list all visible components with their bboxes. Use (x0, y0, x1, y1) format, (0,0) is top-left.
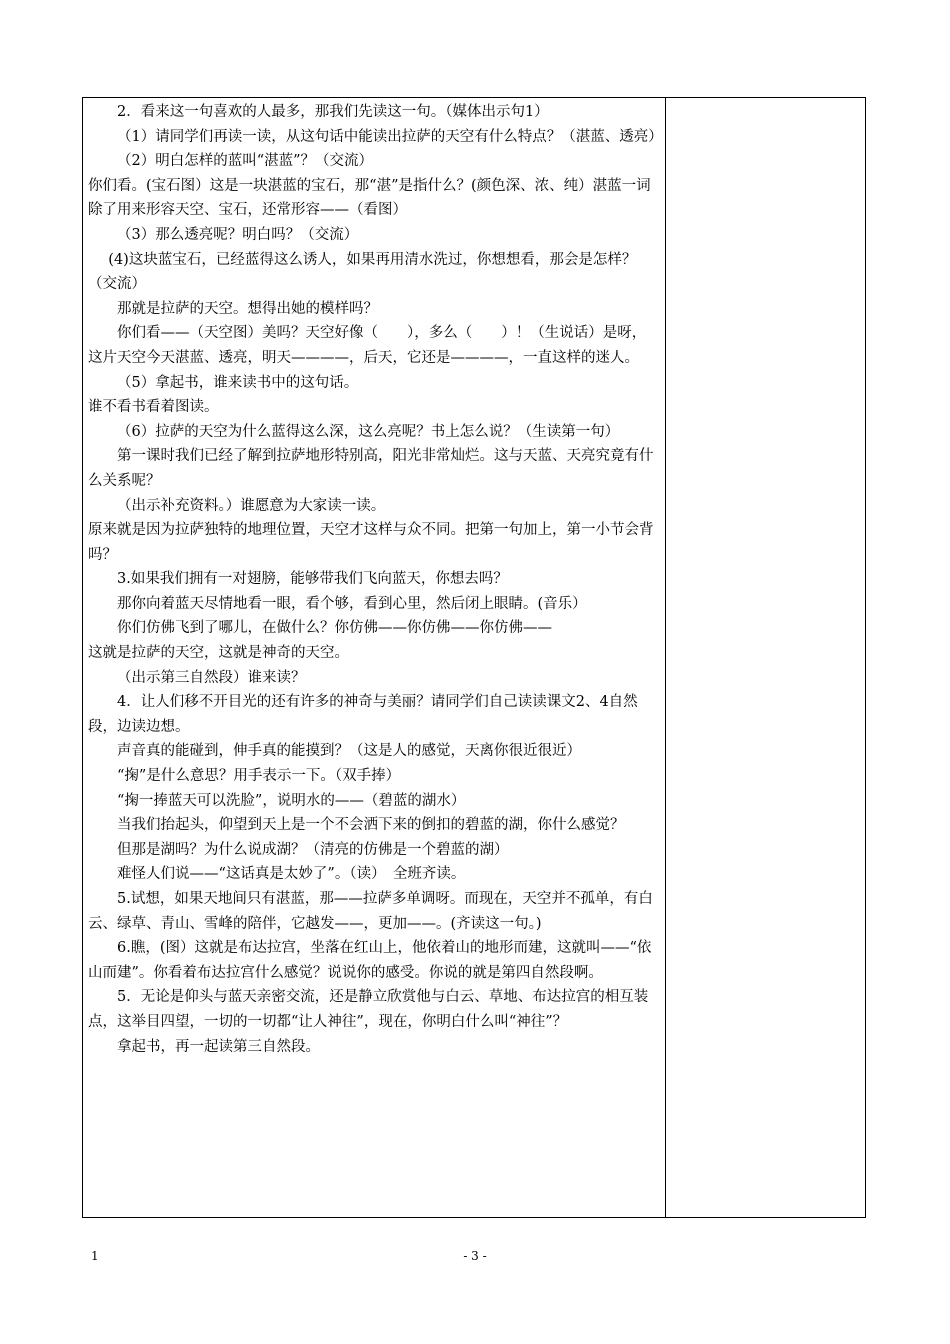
paragraph: 3.如果我们拥有一对翅膀，能够带我们飞向蓝天，你想去吗？ (117, 571, 508, 588)
lesson-content-cell (88, 100, 663, 1059)
paragraph: 当我们抬起头，仰望到天上是一个不会洒下来的倒扣的碧蓝的湖，你什么感觉？ (117, 817, 625, 834)
paragraph: 这就是拉萨的天空，这就是神奇的天空。 (88, 645, 349, 662)
page-number: - 3 - (463, 1249, 487, 1263)
paragraph: 那你向着蓝天尽情地看一眼，看个够，看到心里，然后闭上眼睛。(音乐） (117, 595, 587, 612)
paragraph: “掬”是什么意思？用手表示一下。（双手捧） (117, 768, 401, 785)
paragraph: 但那是湖吗？为什么说成湖？（清亮的仿佛是一个碧蓝的湖） (117, 841, 509, 858)
paragraph: 你们看。(宝石图）这是一块湛蓝的宝石，那“湛”是指什么？(颜色深、浓、纯）湛蓝一词除了用来形容天空、宝石，还常形容——（看图） (88, 177, 651, 219)
paragraph: （出示补充资料。）谁愿意为大家读一读。 (117, 497, 386, 514)
footer-left-number: 1 (91, 1249, 99, 1263)
paragraph: （5）拿起书，谁来读书中的这句话。 (117, 374, 359, 391)
paragraph: （1）请同学们再读一读，从这句话中能读出拉萨的天空有什么特点？（湛蓝、透亮） (117, 128, 663, 145)
paragraph: 第一课时我们已经了解到拉萨地形特别高，阳光非常灿烂。这与天蓝、天亮究竟有什么关系呢？ (88, 448, 654, 489)
lesson-table (82, 97, 866, 1218)
paragraph: 4．让人们移不开目光的还有许多的神奇与美丽？请同学们自己读读课文2、4自然段，边读边想。 (88, 694, 638, 735)
paragraph: （出示第三自然段）谁来读？ (117, 669, 306, 686)
paragraph: 原来就是因为拉萨独特的地理位置，天空才这样与众不同。把第一句加上，第一小节会背吗？ (88, 522, 654, 563)
paragraph: 难怪人们说——“这话真是太妙了”。（读） 全班齐读。 (117, 866, 466, 883)
paragraph: 5．无论是仰头与蓝天亲密交流，还是静立欣赏他与白云、草地、布达拉宫的相互装点，这举目四望，一切的一切都“让人神往”，现在，你明白什么叫“神往”？ (88, 989, 649, 1030)
paragraph: 6.瞧，(图）这就是布达拉宫，坐落在红山上，他依着山的地形而建，这就叫——“依山而建”。你看着布达拉宫什么感觉？说说你的感受。你说的就是第四自然段啊。 (88, 940, 652, 981)
paragraph: 你们看——（天空图）美吗？天空好像（ ），多么（ ）！（生说话）是呀，这片天空今天湛蓝、透亮，明天————，后天，它还是————，一直这样的迷人。 (88, 325, 647, 366)
paragraph: “掬一捧蓝天可以洗脸”，说明水的——（碧蓝的湖水） (117, 792, 466, 809)
paragraph: 那就是拉萨的天空。想得出她的模样吗？ (117, 300, 378, 317)
paragraph: 声音真的能碰到，伸手真的能摸到？（这是人的感觉，天离你很近很近） (117, 743, 581, 760)
paragraph: （2）明白怎样的蓝叫“湛蓝”？（交流） (117, 153, 374, 170)
paragraph: 拿起书，再一起读第三自然段。 (117, 1038, 320, 1055)
paragraph: （3）那么透亮呢？明白吗？（交流） (117, 226, 359, 243)
paragraph: 5.试想，如果天地间只有湛蓝，那——拉萨多单调呀。而现在，天空并不孤单，有白云、绿草、青山、雪峰的陪伴，它越发——，更加——。(齐读这一句。) (88, 891, 653, 932)
column-divider (665, 98, 666, 1217)
paragraph: （6）拉萨的天空为什么蓝得这么深，这么亮呢？书上怎么说？（生读第一句） (117, 423, 620, 440)
paragraph: 2．看来这一句喜欢的人最多，那我们先读这一句。（媒体出示句1） (117, 104, 549, 120)
paragraph: 你们仿佛飞到了哪儿，在做什么？你仿佛——你仿佛——你仿佛—— (117, 620, 552, 637)
paragraph: (4)这块蓝宝石，已经蓝得这么诱人，如果再用清水洗过，你想想看，那会是怎样？（交流） (88, 251, 637, 293)
paragraph: 谁不看书看着图读。 (88, 399, 219, 416)
